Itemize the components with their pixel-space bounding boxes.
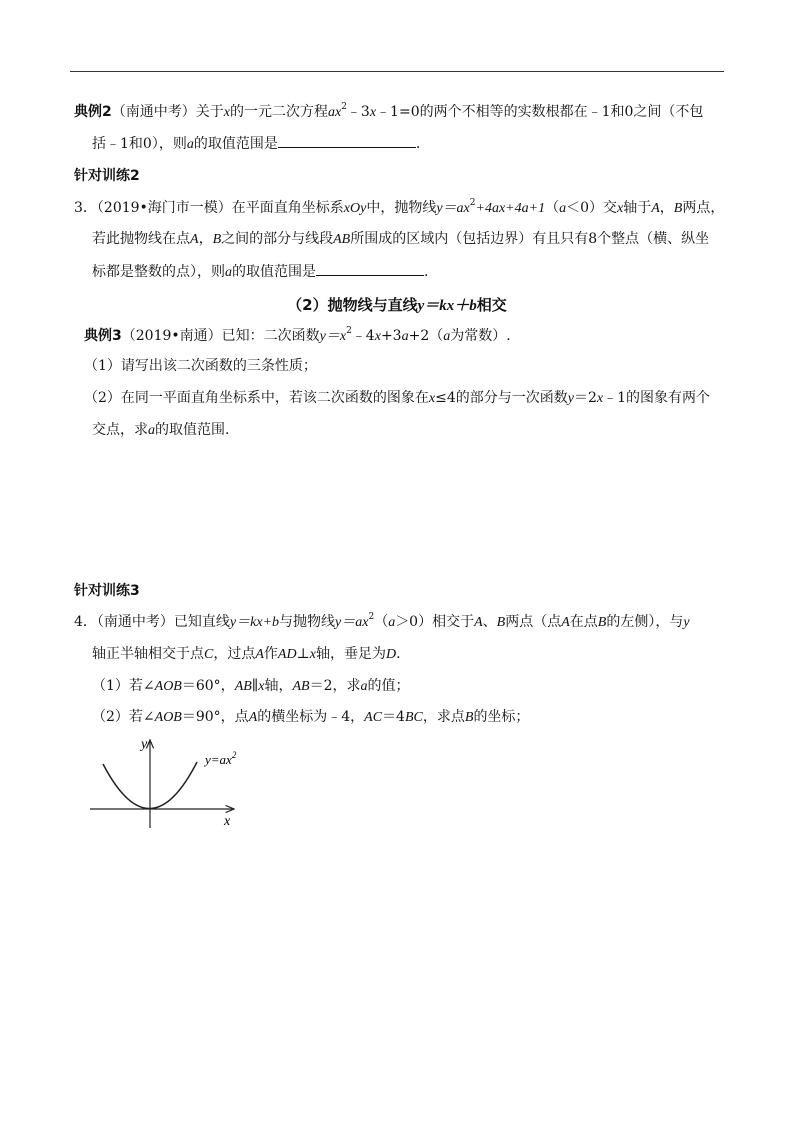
- question-3-line-2: 若此抛物线在点A，B之间的部分与线段AB所围成的区域内（包括边界）有且只有8个整点（横、纵坐: [92, 231, 710, 247]
- question-3-line-3: 标都是整数的点），则a的取值范围是 .: [92, 264, 429, 280]
- question-4-part-2: （2）若∠AOB＝90°，点A的横坐标为﹣4，AC＝4BC，求点B的坐标；: [92, 709, 530, 725]
- example-3-part-2-line-2: 交点，求a的取值范围.: [92, 422, 230, 438]
- question-4-line-2: 轴正半轴相交于点C，过点A作AD⊥x轴，垂足为D.: [92, 646, 401, 662]
- example-2-line-2: 括﹣1和0），则a的取值范围是 .: [92, 136, 421, 152]
- x-axis-label: x: [224, 814, 231, 829]
- example-3-part-1: （1）请写出该二次函数的三条性质；: [84, 358, 317, 374]
- y-axis-label: y: [141, 737, 148, 752]
- question-3-line-1: 3．（2019•海门市一模）在平面直角坐标系xOy中，抛物线$y=ax^2+4ax+4a+1(a<0)$交x轴于A，B两点，: [74, 198, 725, 216]
- section-title: （2）抛物线与直线y＝kx＋b相交: [287, 296, 507, 314]
- example-3-part-2-line-1: （2）在同一平面直角坐标系中，若该二次函数的图象在x≤4的部分与一次函数y＝2x﹣1的图象有两个: [84, 390, 711, 406]
- training-3-heading: 针对训练3: [74, 583, 140, 599]
- header-rule: [70, 71, 724, 72]
- question-4-line-1: 4．（南通中考）已知直线y＝kx+b与抛物线$y=ax^2(a>0)$相交于A、B两点（点A在点B的左侧），与y: [74, 612, 690, 630]
- training-2-heading: 针对训练2: [74, 168, 140, 184]
- answer-blank[interactable]: [316, 262, 424, 276]
- example-3-line-1: 典例3（2019•南通）已知：二次函数$y=x^2﹣4x+3a+2(a$为常数）.: [84, 326, 511, 344]
- answer-blank[interactable]: [278, 134, 416, 148]
- question-4-part-1: （1）若∠AOB＝60°，AB∥x轴，AB＝2，求a的值；: [92, 678, 410, 694]
- curve-label: $y=ax^2$: [205, 750, 237, 767]
- example-2-line-1: 典例2（南通中考）关于x的一元二次方程$ax^2﹣3x﹣1=0$的两个不相等的实数根都在﹣1和0之间（不包: [74, 102, 704, 120]
- parabola-graph: [84, 732, 254, 832]
